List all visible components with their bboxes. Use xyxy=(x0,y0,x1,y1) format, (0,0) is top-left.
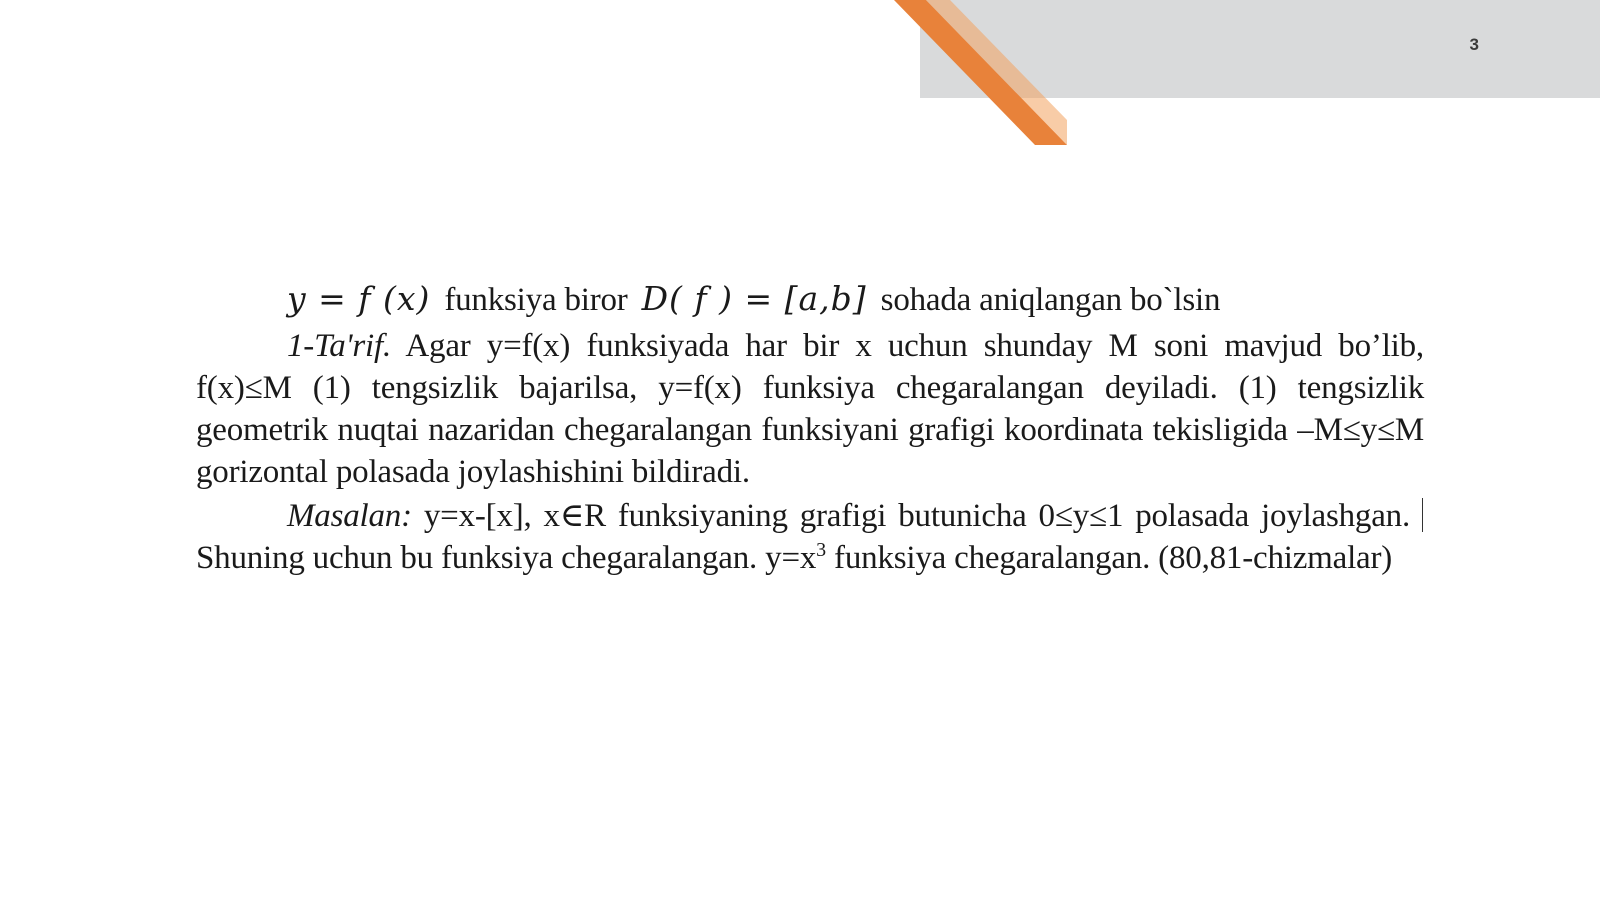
slide-body-text xyxy=(196,278,1424,579)
example-superscript: 3 xyxy=(816,539,826,561)
intro-text-a: funksiya biror xyxy=(444,282,628,318)
definition-paragraph xyxy=(196,325,1424,493)
example-label: Masalan: xyxy=(287,498,412,534)
orange-accent-stripe xyxy=(860,0,1120,150)
text-cursor xyxy=(1422,498,1423,532)
example-paragraph xyxy=(196,495,1424,579)
accent-stripe-shape xyxy=(894,0,1067,145)
formula-domain: D( f ) = [a,b] xyxy=(641,279,867,318)
definition-label: 1-Ta'rif. xyxy=(287,328,391,364)
example-text-3: funksiya chegaralangan. (80,81-chizmalar) xyxy=(834,540,1393,576)
definition-text: Agar y=f(x) funksiyada har bir x uchun shunday M soni mavjud bo’lib, f(x)≤M (1) tengsizlik bajarilsa, y=f(x) funksiya chegaralangan deyiladi. (1) tengsizlik geometrik nuqtai nazaridan chegaralangan funksiyani grafigi koordinata tekisligida –M≤y≤M gorizontal polasada joylashishini bildiradi. xyxy=(196,328,1424,490)
example-text-2: Shuning uchun bu funksiya chegaralangan. y=x xyxy=(196,540,817,576)
intro-text-b: sohada aniqlangan bo`lsin xyxy=(880,282,1221,318)
formula-y-equals-f-x: y = f (x) xyxy=(287,279,431,318)
intro-line xyxy=(196,278,1424,321)
slide-number: 3 xyxy=(1469,35,1479,54)
example-text-1: y=x-[x], x∈R funksiyaning grafigi butunicha 0≤y≤1 polasada joylashgan. xyxy=(423,498,1411,534)
